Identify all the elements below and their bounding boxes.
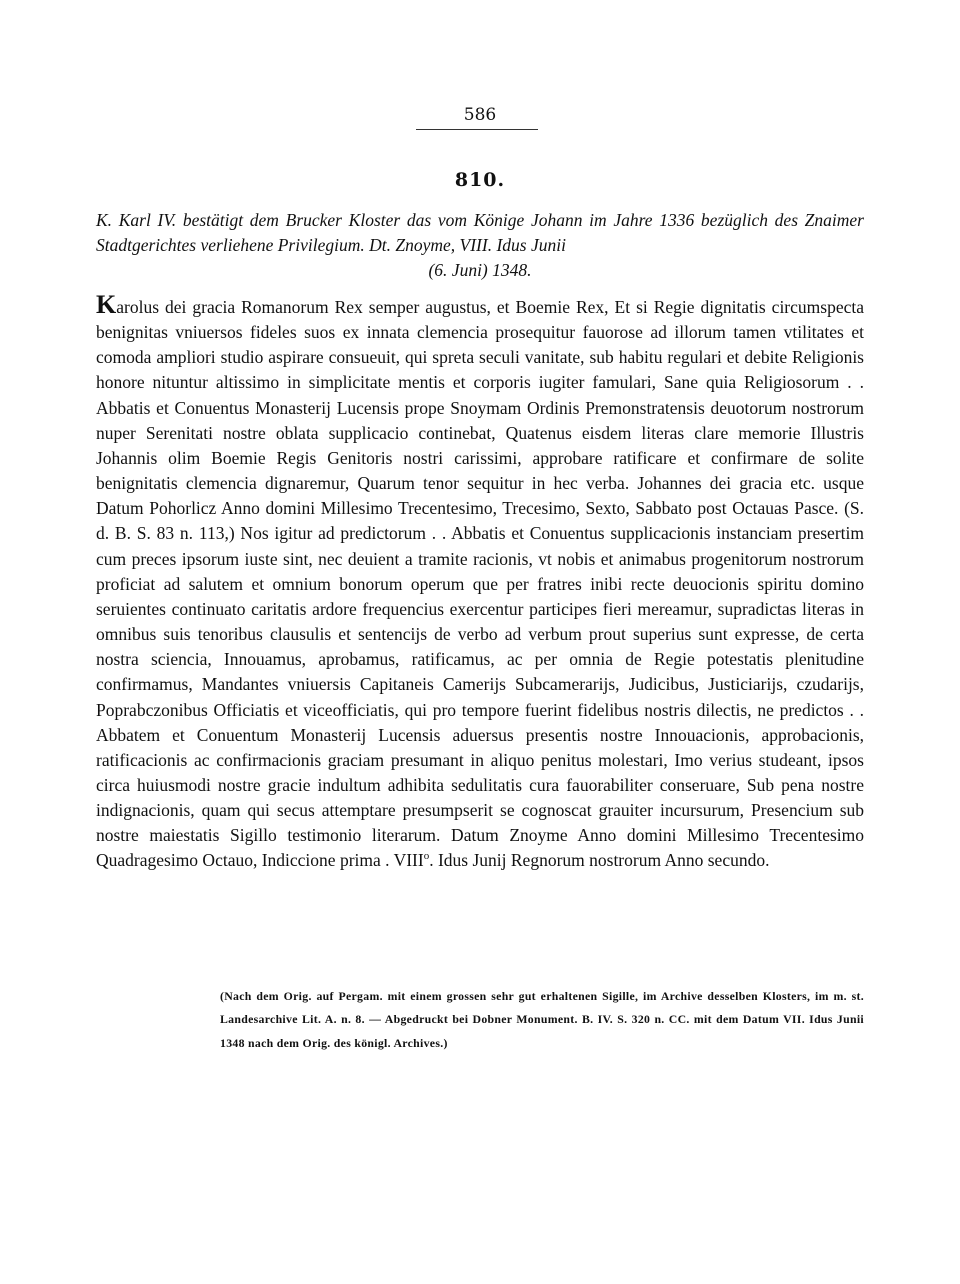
- source-note: (Nach dem Orig. auf Pergam. mit einem grossen sehr gut erhaltenen Sigille, im Archive desselben Klosters, im m. st. Landesarchive Lit. A. n. 8. — Abgedruckt bei Dobner Monument. B. IV. S. 320 n. CC. mit dem Datum VII. Idus Junii 1348 nach dem Orig. des königl. Archives.): [220, 989, 864, 1050]
- superscript-o: o: [423, 850, 430, 863]
- regest-text: K. Karl IV. bestätigt dem Brucker Kloster das vom Könige Johann im Jahre 1336 bezüglich des Znaimer Stadtgerichtes verliehene Privilegium. Dt. Znoyme, VIII. Idus Junii: [96, 210, 864, 255]
- header-rule: [416, 129, 538, 130]
- document-number: 810.: [454, 169, 506, 191]
- charter-text: [96, 292, 864, 874]
- regest-date: (6. Juni) 1348.: [428, 260, 532, 280]
- charter-body: arolus dei gracia Romanorum Rex semper augustus, et Boemie Rex, Et si Regie dignitatis circumspecta benignitas vniuersos fideles suos ex innata clemencia prosequitur fauorose ad illorum tamen vtilitates et comoda ampliori studio aspirare consueuit, qui spreta seculi vanitate, sub habitu regulari et debite Religionis honore nituntur altissimo in simplicitate mentis et corporis iugiter famulari, Sane quia Religiosorum . . Abbatis et Conuentus Monasterij Lucensis prope Snoymam Ordinis Premonstratensis deuotorum nostrorum nuper Serenitati nostre oblata supplicacio continebat, Quatenus eisdem literas clare memorie Illustris Johannis olim Boemie Regis Genitoris nostri carissimi, approbare ratificare et confirmare de solite benignitatis clemencia dignaremur, Quarum tenor sequitur in hec verba. Johannes dei gracia etc. usque Datum Pohorlicz Anno domini Millesimo Trecentesimo, Trecesimo, Sexto, Sabbato post Octauas Pasce. (S. d. B. S. 83 n. 113,) Nos igitur ad predictorum . . Abbatis et Conuentus supplicacionis instanciam presertim cum preces ipsorum iuste sint, nec deuient a tramite racionis, vt nobis et animabus progenitorum nostrorum proficiat ad salutem et omnium bonorum operum que per fratres inibi recte deuocionis spiritu domino seruientes continuato caritatis ardore frequencius exercentur participes fieri mereamur, supradictas literas in omnibus suis tenoribus clausulis et sentencijs de verbo ad verbum prout superius sunt expresse, de certa nostra sciencia, Innouamus, aprobamus, ratificamus, ac per omnia de Regie potestatis plenitudine confirmamus, Mandantes vniuersis Capitaneis Camerijs Subcamerarijs, Judicibus, Justiciarijs, czudarijs, Poprabczonibus Officiatis et viceofficiatis, qui pro tempore fuerint fidelibus nostris dilectis, ne predictos . . Abbatem et Conuentum Monasterij Lucensis aduersus presentis nostre Innouacionis, approbacionis, ratificacionis ac confirmacionis graciam presumant in aliquo penitus molestari, Imo verius studeant, ipsos circa huiusmodi nostre gracie indultum adhibita sedulitatis cura fauorabiliter conseruare, Sub pena nostre indignacionis, quam qui secus attemptare presumpserit se cognoscat grauiter incursurum, Presencium sub nostre maiestatis Sigillo testimonio literarum. Datum Znoyme Anno domini Millesimo Trecentesimo Quadragesimo Octauo, Indiccione prima . VIII: [96, 297, 864, 871]
- regest-summary: [96, 208, 864, 283]
- charter-closing: . Idus Junij Regnorum nostrorum Anno secundo.: [429, 850, 770, 871]
- drop-initial: K: [96, 290, 117, 319]
- page-number: 586: [463, 105, 497, 125]
- document-page: [96, 0, 864, 1284]
